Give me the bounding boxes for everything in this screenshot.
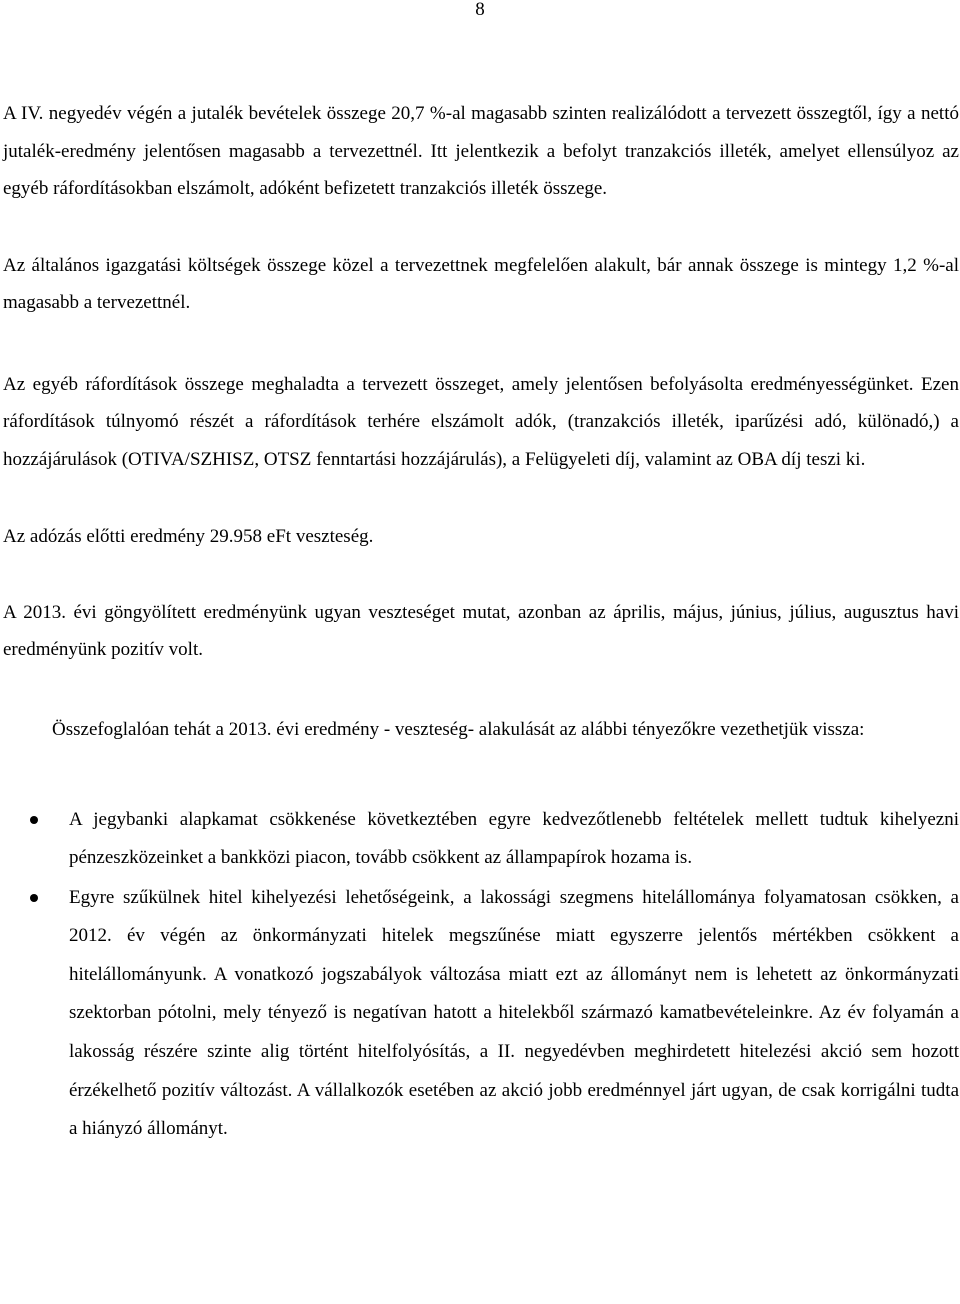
paragraph-other-expenses: Az egyéb ráfordítások összege meghaladta a tervezett összeget, amely jelentősen befolyásolta eredményességünket. Ezen ráfordítások túlnyomó részét a ráfordítások terhére elszámolt adók, (tranzakciós illeték, iparűzési adó, különadó,) a hozzájárulások (OTIVA/SZHISZ, OTSZ fenntartási hozzájárulás), a Felügyeleti díj, valamint az OBA díj teszi ki.	[3, 373, 959, 470]
paragraph-summary: Összefoglalóan tehát a 2013. évi eredmény - veszteség- alakulását az alábbi tényezőkre vezethetjük vissza:	[52, 718, 865, 740]
list-item	[3, 801, 959, 878]
document-body	[3, 95, 959, 1149]
paragraph-admin-costs: Az általános igazgatási költségek összege közel a tervezettnek megfelelően alakult, bár annak összege is mintegy 1,2 %-al magasabb a tervezettnél.	[3, 254, 959, 313]
bullet-icon	[30, 816, 38, 824]
list-item	[3, 879, 959, 1149]
factor-text: Egyre szűkülnek hitel kihelyezési lehetőségeink, a lakossági szegmens hitelállománya folyamatosan csökken, a 2012. év végén az önkormányzati hitelek megszűnése miatt egyszerre jelentős mértékben csökkent a hitelállományunk. A vonatkozó jogszabályok változása miatt ezt az állományt nem is lehetett az önkormányzati szektorban pótolni, mely tényező is negatívan hatott a hitelekből származó kamatbevételeinkre. Az év folyamán a lakosság részére szinte alig történt hitelfolyósítás, a II. negyedévben meghirdetett hitelezési akció sem hozott érzékelhető pozitív változást. A vállalkozók esetében az akció jobb eredménnyel járt ugyan, de csak korrigálni tudta a hiányzó állományt.	[69, 886, 959, 1140]
paragraph-pretax-result: Az adózás előtti eredmény 29.958 eFt veszteség.	[3, 526, 374, 547]
factors-list	[3, 801, 959, 1149]
paragraph-commission-income: A IV. negyedév végén a jutalék bevételek összege 20,7 %-al magasabb szinten realizálódott a tervezett összegtől, így a nettó jutalék-eredmény jelentősen magasabb a tervezettnél. Itt jelentkezik a befolyt tranzakciós illeték, amelyet ellensúlyoz az egyéb ráfordításokban elszámolt, adóként befizetett tranzakciós illeték összege.	[3, 103, 959, 199]
factor-text: A jegybanki alapkamat csökkenése következtében egyre kedvezőtlenebb feltételek mellett tudtuk kihelyezni pénzeszközeinket a bankközi piacon, tovább csökkent az állampapírok hozama is.	[69, 808, 959, 869]
paragraph-2013-result: A 2013. évi göngyölített eredményünk ugyan veszteséget mutat, azonban az április, május, június, július, augusztus havi eredményünk pozitív volt.	[3, 601, 959, 660]
bullet-icon	[30, 894, 38, 902]
page-number: 8	[475, 0, 485, 20]
